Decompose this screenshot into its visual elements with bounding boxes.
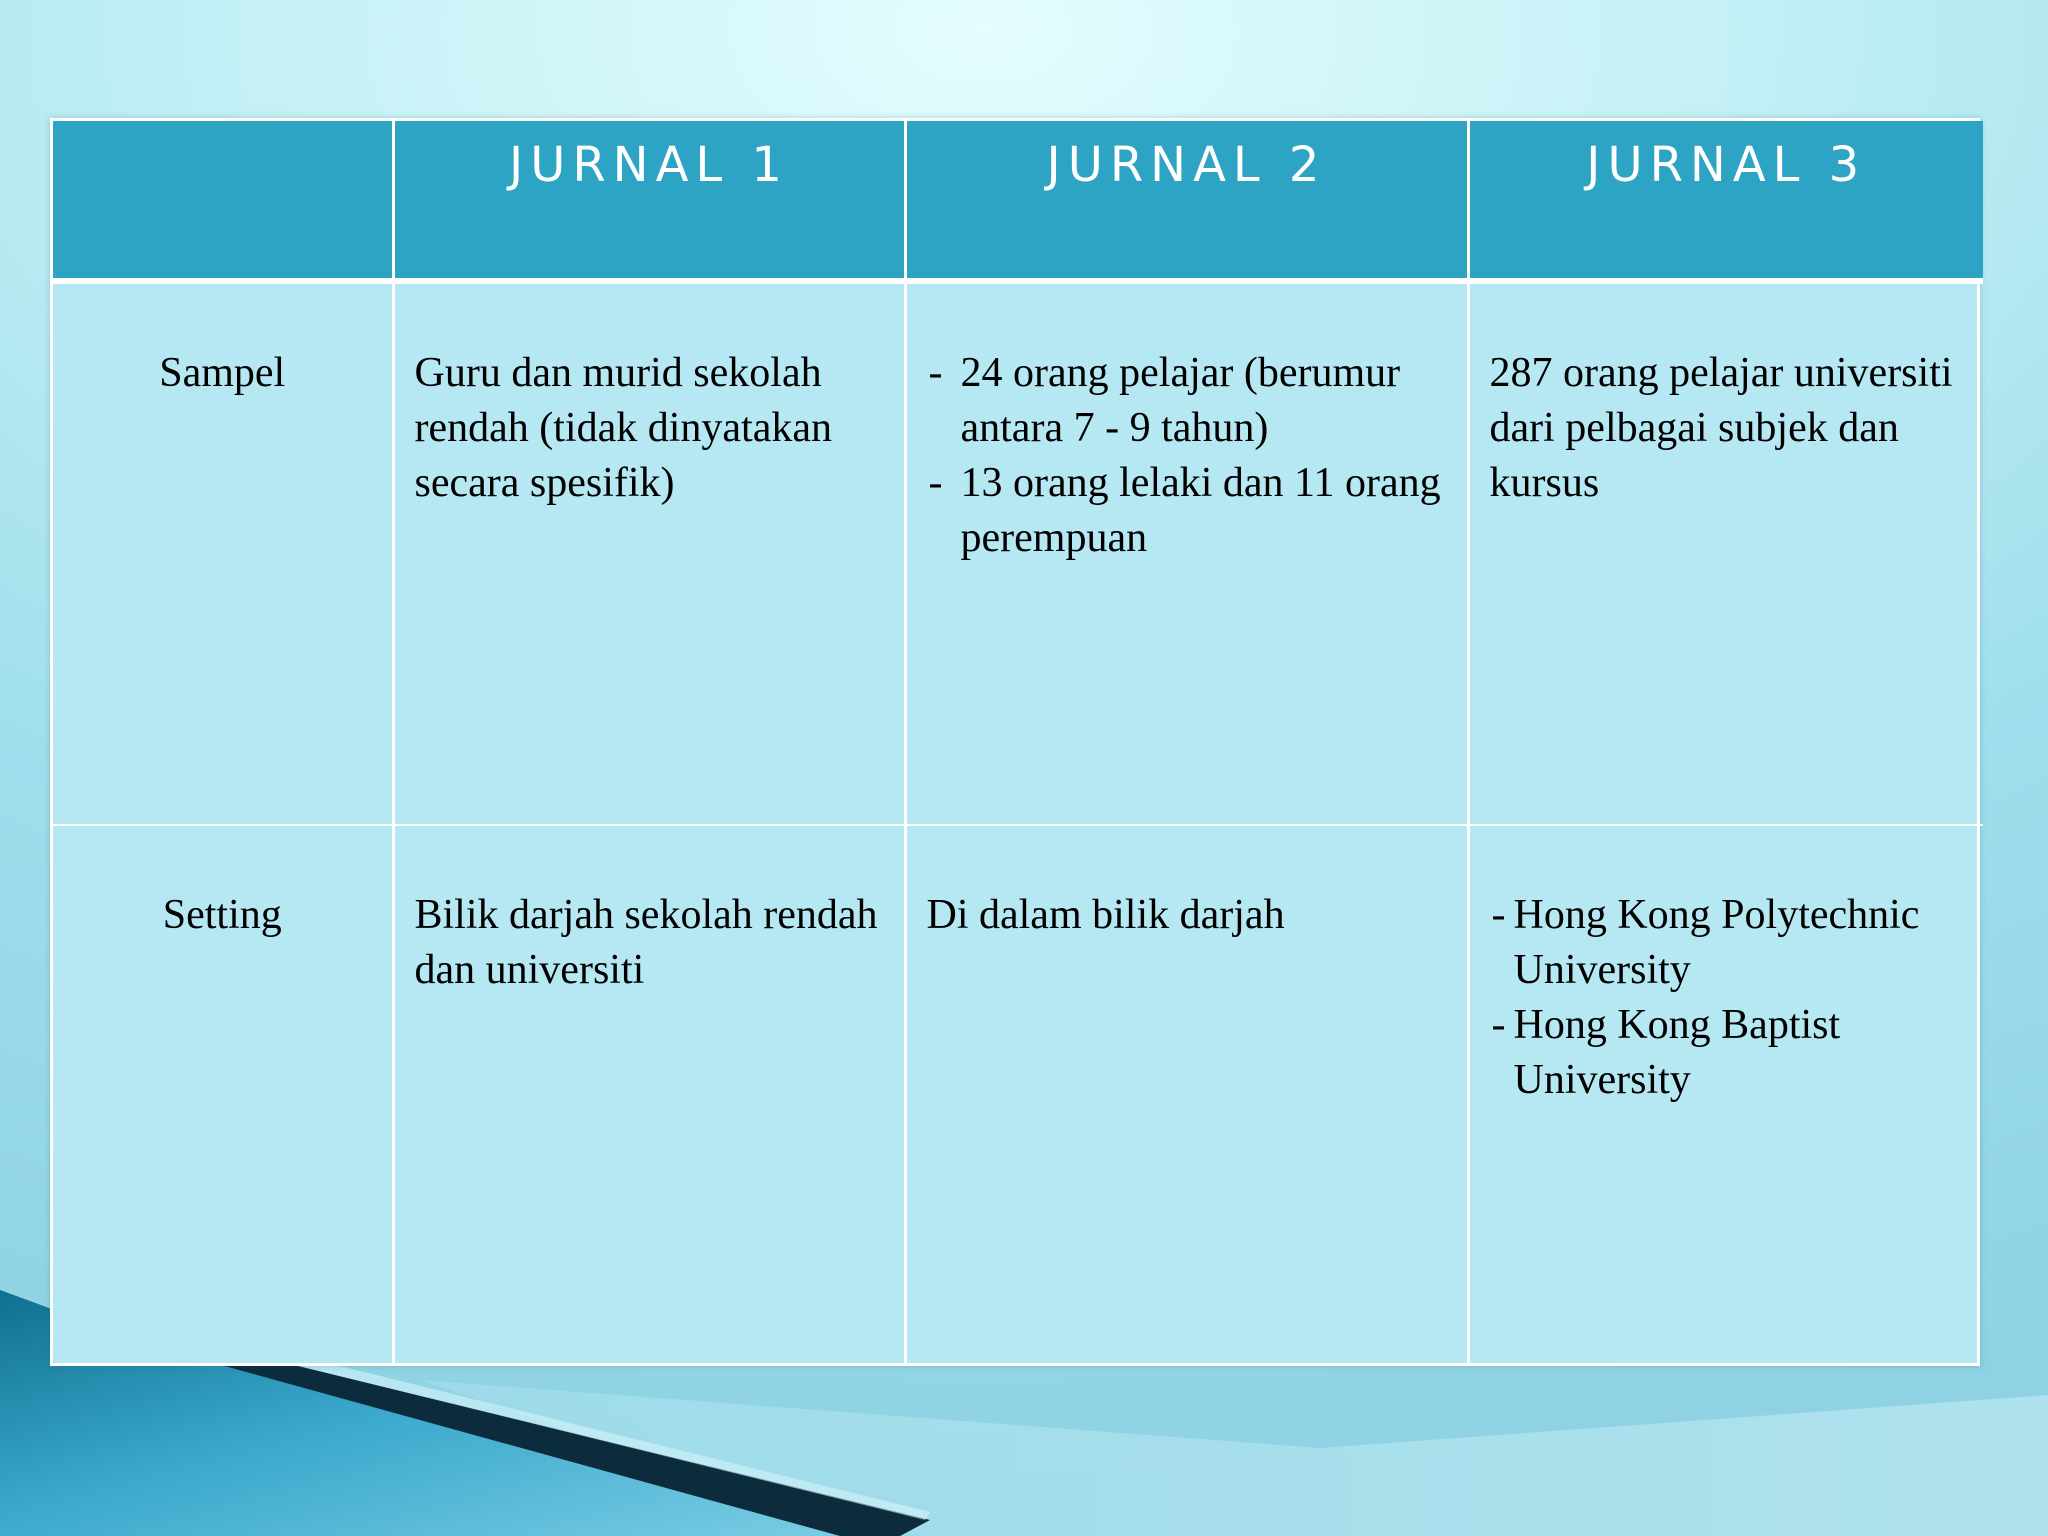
cell-setting-jurnal-2: Di dalam bilik darjah bbox=[905, 825, 1468, 1363]
cell-sampel-jurnal-3: 287 orang pelajar universiti dari pelbagai subjek dan kursus bbox=[1468, 281, 1983, 825]
cell-sampel-jurnal-2 bbox=[905, 281, 1468, 825]
comparison-table bbox=[53, 121, 1983, 1363]
header-jurnal-2: JURNAL 2 bbox=[905, 121, 1468, 281]
cell-setting-jurnal-1: Bilik darjah sekolah rendah dan universiti bbox=[393, 825, 905, 1363]
list-item: - 24 orang pelajar (berumur antara 7 - 9 tahun) bbox=[927, 346, 1449, 456]
cell-sampel-jurnal-1: Guru dan murid sekolah rendah (tidak dinyatakan secara spesifik) bbox=[393, 281, 905, 825]
cell-setting-jurnal-3 bbox=[1468, 825, 1983, 1363]
header-jurnal-3: JURNAL 3 bbox=[1468, 121, 1983, 281]
table-row-sampel bbox=[53, 281, 1983, 825]
header-cell-empty bbox=[53, 121, 393, 281]
sampel-jurnal-2-list bbox=[927, 346, 1449, 566]
header-jurnal-1: JURNAL 1 bbox=[393, 121, 905, 281]
row-label-sampel: Sampel bbox=[53, 281, 393, 825]
list-item: - Hong Kong Polytechnic University bbox=[1490, 888, 1966, 998]
table-row-setting bbox=[53, 825, 1983, 1363]
header-row bbox=[53, 121, 1983, 281]
comparison-table-frame bbox=[50, 118, 1980, 1366]
list-item: - 13 orang lelaki dan 11 orang perempuan bbox=[927, 456, 1449, 566]
setting-jurnal-3-list bbox=[1490, 888, 1966, 1108]
list-item: - Hong Kong Baptist University bbox=[1490, 998, 1966, 1108]
row-label-setting: Setting bbox=[53, 825, 393, 1363]
